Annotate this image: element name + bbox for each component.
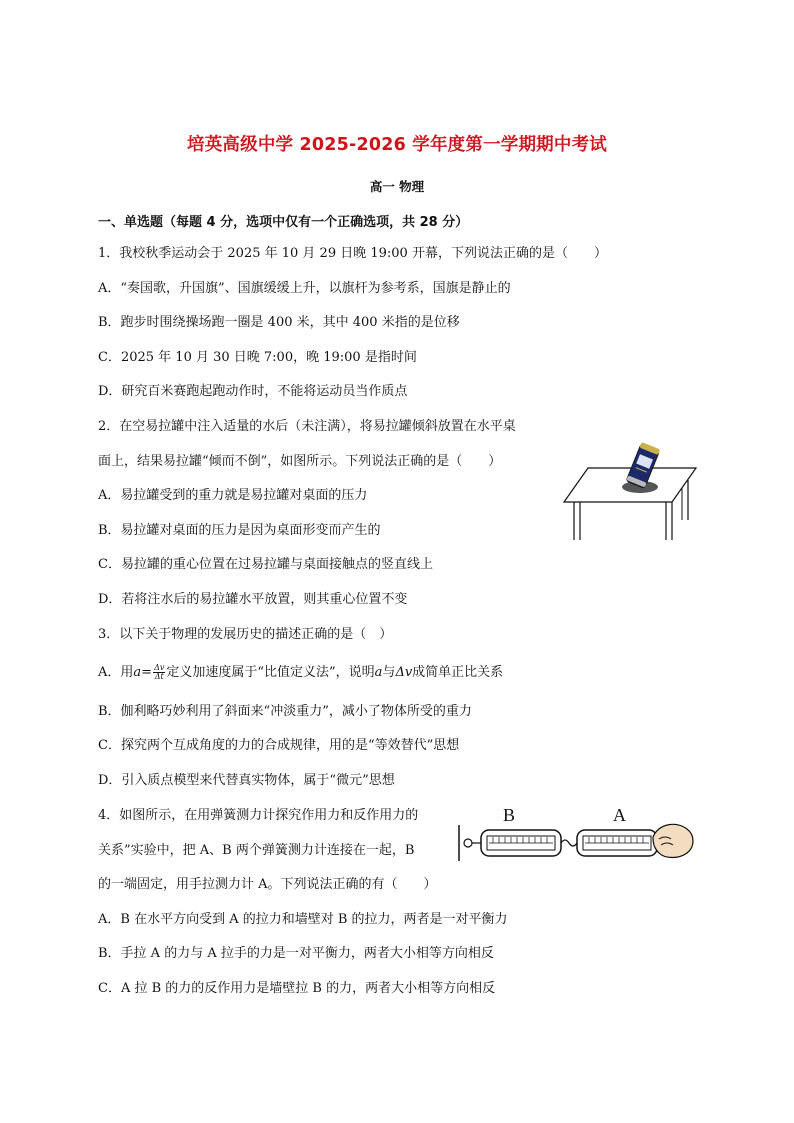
section-heading: 一、单选题（每题 4 分，选项中仅有一个正确选项，共 28 分） — [98, 215, 469, 230]
q3-option-a — [98, 664, 503, 682]
q1-option-c: C．2025 年 10 月 30 日晚 7:00，晚 19:00 是指时间 — [98, 350, 417, 365]
q4-option-a: A．B 在水平方向受到 A 的拉力和墙壁对 B 的拉力，两者是一对平衡力 — [98, 912, 508, 927]
q1-stem: 1．我校秋季运动会于 2025 年 10 月 29 日晚 19:00 开幕，下列说法正确的是（ ） — [98, 246, 607, 261]
q3-a-fraction — [153, 664, 165, 681]
q1-option-d: D．研究百米赛跑起跑动作时，不能将运动员当作质点 — [98, 384, 408, 399]
q2-option-c: C．易拉罐的重心位置在过易拉罐与桌面接触点的竖直线上 — [98, 557, 433, 572]
q3-a-suffix: 成简单正比关系 — [412, 665, 504, 680]
q1-option-b: B．跑步时围绕操场跑一圈是 400 米，其中 400 米指的是位移 — [98, 315, 460, 330]
q3-a-dv: Δv — [395, 665, 413, 680]
q3-a-eq: = — [141, 665, 153, 680]
q3-a-mid2: 与 — [382, 665, 396, 680]
q3-a-var2: a — [374, 665, 383, 680]
q3-a-prefix: A．用 — [98, 665, 134, 680]
q3-option-b: B．伽利略巧妙利用了斜面来“冲淡重力”，减小了物体所受的重力 — [98, 704, 472, 719]
q2-option-d: D．若将注水后的易拉罐水平放置，则其重心位置不变 — [98, 592, 408, 607]
exam-title: 培英高级中学 2025-2026 学年度第一学期期中考试 — [187, 135, 607, 155]
q1-option-a: A．“奏国歌，升国旗”、国旗缓缓上升，以旗杆为参考系，国旗是静止的 — [98, 281, 511, 296]
q2-stem-line2: 面上，结果易拉罐“倾而不倒”，如图所示。下列说法正确的是（ ） — [98, 454, 502, 469]
q3-a-var: a — [133, 665, 142, 680]
exam-subtitle: 高一 物理 — [369, 179, 425, 194]
scale-b-label: B — [503, 805, 516, 825]
spring-scales-figure — [455, 803, 700, 865]
q2-stem-line1: 2．在空易拉罐中注入适量的水后（未注满），将易拉罐倾斜放置在水平桌 — [98, 419, 516, 434]
q2-option-a: A．易拉罐受到的重力就是易拉罐对桌面的压力 — [98, 488, 368, 503]
fraction-denominator: Δt — [154, 672, 164, 681]
q3-option-c: C．探究两个互成角度的力的合成规律，用的是“等效替代”思想 — [98, 738, 460, 753]
q4-option-c: C．A 拉 B 的力的反作用力是墙壁拉 B 的力，两者大小相等方向相反 — [98, 981, 496, 996]
q4-option-b: B．手拉 A 的力与 A 拉手的力是一对平衡力，两者大小相等方向相反 — [98, 946, 494, 961]
can-on-table-figure — [560, 440, 700, 545]
scale-a-label: A — [613, 805, 626, 825]
hand-icon — [653, 824, 693, 857]
q3-a-mid: 定义加速度属于“比值定义法”，说明 — [166, 665, 375, 680]
q2-option-b: B．易拉罐对桌面的压力是因为桌面形变而产生的 — [98, 523, 381, 538]
q3-stem: 3．以下关于物理的发展历史的描述正确的是（ ） — [98, 627, 393, 642]
fraction-numerator: Δv — [154, 663, 165, 672]
q3-option-d: D．引入质点模型来代替真实物体，属于“微元”思想 — [98, 773, 395, 788]
q4-stem-line1: 4．如图所示，在用弹簧测力计探究作用力和反作用力的 — [98, 808, 419, 823]
hook-link — [561, 840, 577, 846]
q4-stem-line2: 关系”实验中，把 A、B 两个弹簧测力计连接在一起，B — [98, 843, 415, 858]
q4-stem-line3: 的一端固定，用手拉测力计 A。下列说法正确的有（ ） — [98, 877, 437, 892]
